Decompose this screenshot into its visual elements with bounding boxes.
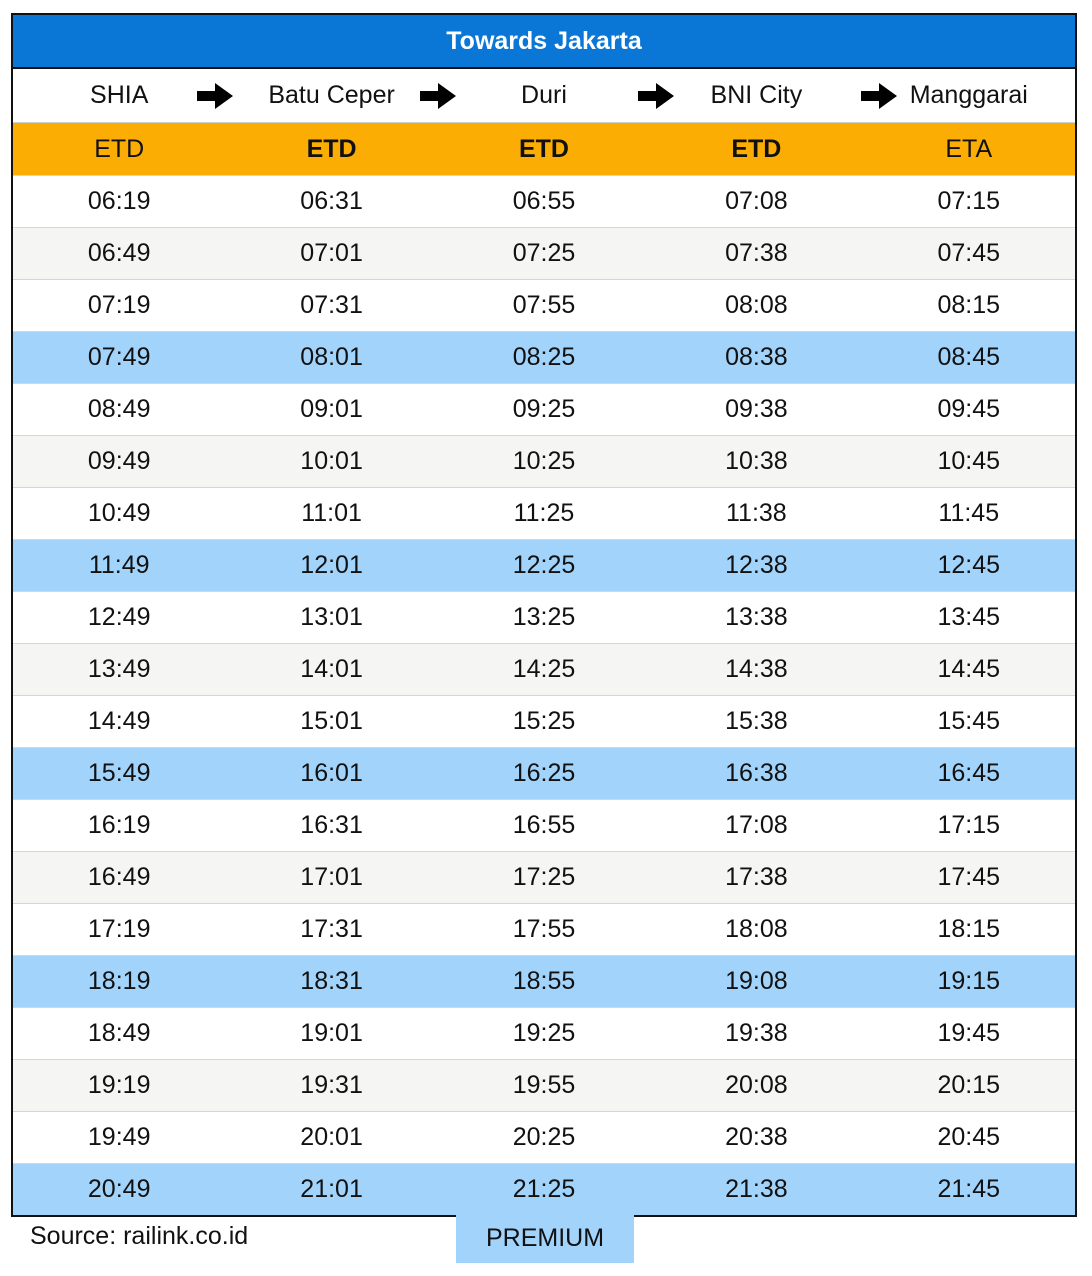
train-row [13, 1111, 1075, 1163]
time-cell: 20:45 [937, 1123, 1001, 1151]
time-cell: 07:45 [937, 239, 1001, 267]
time-cell: 07:38 [725, 239, 788, 267]
time-cell: 18:08 [725, 915, 788, 943]
time-cell: 19:55 [512, 1071, 576, 1099]
time-cell: 15:25 [512, 707, 576, 735]
train-row [13, 851, 1075, 903]
right-arrow-icon [195, 81, 235, 111]
time-cell: 07:15 [937, 187, 1001, 215]
time-cell: 21:25 [512, 1175, 576, 1203]
train-row [13, 227, 1075, 279]
station-duri: Duri [521, 81, 567, 109]
timetable-body [13, 175, 1075, 1215]
time-cell: 14:49 [87, 707, 151, 735]
time-cell: 10:01 [300, 447, 363, 475]
time-cell: 20:25 [512, 1123, 576, 1151]
time-cell: 21:01 [300, 1175, 363, 1203]
train-row [13, 487, 1075, 539]
time-cell: 06:55 [512, 187, 576, 215]
train-row [13, 279, 1075, 331]
time-cell: 13:45 [937, 603, 1001, 631]
train-row [13, 383, 1075, 435]
train-row [13, 435, 1075, 487]
time-cell: 15:38 [725, 707, 788, 735]
time-cell: 17:38 [725, 863, 788, 891]
time-cell: 08:38 [725, 343, 788, 371]
time-cell: 09:49 [87, 447, 151, 475]
time-cell: 18:31 [300, 967, 363, 995]
time-cell: 11:25 [513, 499, 575, 527]
train-row [13, 799, 1075, 851]
premium-train-row [13, 1163, 1075, 1215]
time-cell: 16:19 [87, 811, 151, 839]
time-cell: 12:45 [937, 551, 1001, 579]
time-cell: 07:25 [512, 239, 576, 267]
time-cell: 07:49 [87, 343, 151, 371]
premium-train-row [13, 955, 1075, 1007]
label-etd-shia: ETD [94, 134, 145, 163]
time-cell: 10:49 [87, 499, 151, 527]
time-cell: 12:49 [87, 603, 151, 631]
time-cell: 13:38 [725, 603, 788, 631]
time-cell: 19:19 [87, 1071, 151, 1099]
time-cell: 18:15 [937, 915, 1001, 943]
time-cell: 19:31 [300, 1071, 363, 1099]
timetable [11, 13, 1077, 1217]
time-cell: 08:49 [87, 395, 151, 423]
time-cell: 19:38 [725, 1019, 788, 1047]
time-cell: 09:01 [300, 395, 363, 423]
time-cell: 15:01 [300, 707, 363, 735]
time-cell: 16:38 [725, 759, 788, 787]
right-arrow-icon [859, 81, 899, 111]
time-cell: 09:38 [725, 395, 788, 423]
time-cell: 20:15 [937, 1071, 1001, 1099]
time-cell: 06:19 [87, 187, 151, 215]
time-cell: 12:25 [512, 551, 576, 579]
time-cell: 19:08 [725, 967, 788, 995]
time-cell: 16:31 [300, 811, 363, 839]
time-cell: 17:08 [725, 811, 788, 839]
time-cell: 09:45 [937, 395, 1001, 423]
time-cell: 21:45 [937, 1175, 1001, 1203]
time-cell: 11:01 [301, 499, 362, 527]
time-cell: 20:38 [725, 1123, 788, 1151]
premium-train-row [13, 747, 1075, 799]
time-cell: 19:45 [937, 1019, 1001, 1047]
time-cell: 08:01 [300, 343, 363, 371]
time-cell: 19:01 [300, 1019, 363, 1047]
train-row [13, 903, 1075, 955]
time-cell: 07:19 [87, 291, 151, 319]
label-eta-manggarai: ETA [945, 134, 993, 163]
train-row [13, 643, 1075, 695]
time-cell: 19:49 [87, 1123, 151, 1151]
time-cell: 10:25 [512, 447, 576, 475]
time-type-row [13, 123, 1075, 175]
time-cell: 17:45 [937, 863, 1001, 891]
time-cell: 14:01 [300, 655, 363, 683]
time-cell: 07:31 [300, 291, 363, 319]
time-cell: 08:25 [512, 343, 576, 371]
premium-train-row [13, 331, 1075, 383]
right-arrow-icon [418, 81, 458, 111]
time-cell: 12:01 [300, 551, 363, 579]
time-cell: 18:19 [87, 967, 151, 995]
label-etd-batu-ceper: ETD [306, 134, 357, 163]
right-arrow-icon [636, 81, 676, 111]
label-etd-duri: ETD [518, 134, 569, 163]
time-cell: 09:25 [512, 395, 576, 423]
station-manggarai: Manggarai [909, 81, 1028, 109]
station-header-row [13, 69, 1075, 123]
timetable-title: Towards Jakarta [13, 15, 1075, 69]
time-cell: 17:15 [937, 811, 1001, 839]
time-cell: 13:01 [300, 603, 363, 631]
premium-legend: PREMIUM [456, 1213, 634, 1263]
time-cell: 16:01 [300, 759, 363, 787]
time-cell: 15:45 [937, 707, 1001, 735]
station-shia: SHIA [90, 81, 149, 109]
time-cell: 10:38 [725, 447, 788, 475]
time-cell: 20:01 [300, 1123, 363, 1151]
time-cell: 17:25 [512, 863, 576, 891]
time-cell: 12:38 [725, 551, 788, 579]
time-cell: 20:49 [87, 1175, 151, 1203]
time-cell: 07:08 [725, 187, 788, 215]
time-cell: 07:55 [512, 291, 576, 319]
time-cell: 17:01 [300, 863, 363, 891]
time-cell: 14:25 [512, 655, 576, 683]
time-cell: 11:49 [88, 551, 150, 579]
train-row [13, 1059, 1075, 1111]
time-cell: 17:55 [512, 915, 576, 943]
time-cell: 19:15 [937, 967, 1001, 995]
time-cell: 08:45 [937, 343, 1001, 371]
time-cell: 18:49 [87, 1019, 151, 1047]
time-cell: 15:49 [87, 759, 151, 787]
time-cell: 06:49 [87, 239, 151, 267]
train-row [13, 591, 1075, 643]
station-batu-ceper: Batu Ceper [268, 81, 395, 109]
time-cell: 14:38 [725, 655, 788, 683]
time-cell: 17:19 [87, 915, 151, 943]
train-row [13, 695, 1075, 747]
station-bni-city: BNI City [710, 81, 803, 109]
time-cell: 08:08 [725, 291, 788, 319]
time-cell: 16:25 [512, 759, 576, 787]
time-cell: 11:45 [938, 499, 1000, 527]
premium-train-row [13, 539, 1075, 591]
time-cell: 06:31 [300, 187, 363, 215]
time-cell: 08:15 [937, 291, 1001, 319]
time-cell: 07:01 [300, 239, 363, 267]
train-row [13, 1007, 1075, 1059]
train-row [13, 175, 1075, 227]
time-cell: 10:45 [937, 447, 1001, 475]
time-cell: 21:38 [725, 1175, 788, 1203]
time-cell: 16:45 [937, 759, 1001, 787]
time-cell: 16:55 [512, 811, 576, 839]
time-cell: 11:38 [726, 499, 787, 527]
time-cell: 14:45 [937, 655, 1001, 683]
time-cell: 19:25 [512, 1019, 576, 1047]
time-cell: 13:49 [87, 655, 151, 683]
label-etd-bni-city: ETD [731, 134, 782, 163]
source-note: Source: railink.co.id [30, 1222, 249, 1250]
time-cell: 16:49 [87, 863, 151, 891]
time-cell: 13:25 [512, 603, 576, 631]
time-cell: 18:55 [512, 967, 576, 995]
time-cell: 20:08 [725, 1071, 788, 1099]
time-cell: 17:31 [300, 915, 363, 943]
